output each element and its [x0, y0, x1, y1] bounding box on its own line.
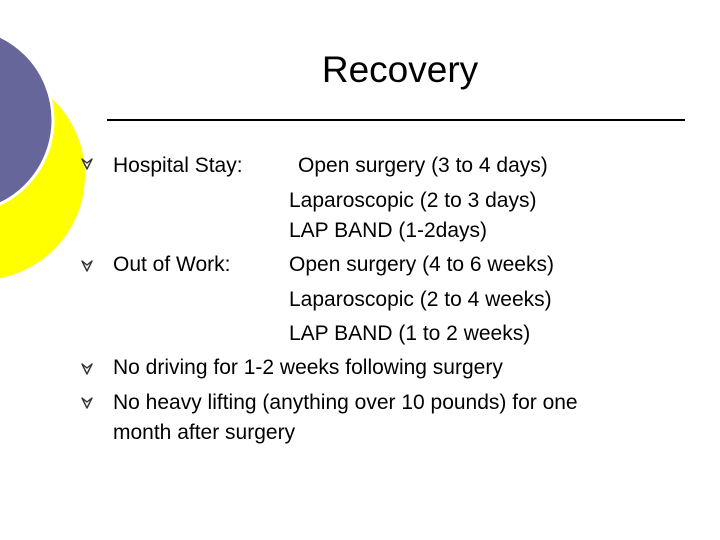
title-divider: [107, 119, 685, 121]
out-of-work-open: Open surgery (4 to 6 weeks): [289, 253, 554, 276]
hospital-stay-laparoscopic: Laparoscopic (2 to 3 days): [289, 189, 537, 212]
checkmark-arrow-bullet-icon: [80, 157, 94, 171]
checkmark-arrow-bullet-icon: [80, 396, 94, 410]
out-of-work-lap-band: LAP BAND (1 to 2 weeks): [289, 322, 531, 345]
hospital-stay-label: Hospital Stay:: [113, 154, 243, 177]
no-heavy-lifting-text: No heavy lifting (anything over 10 pounds) for one: [113, 391, 578, 414]
no-heavy-lifting-text-cont: month after surgery: [113, 421, 296, 444]
out-of-work-laparoscopic: Laparoscopic (2 to 4 weeks): [289, 288, 552, 311]
no-driving-text: No driving for 1-2 weeks following surgery: [113, 356, 503, 379]
checkmark-arrow-bullet-icon: [80, 362, 94, 376]
slide-title: Recovery: [321, 49, 479, 90]
checkmark-arrow-bullet-icon: [80, 259, 94, 273]
hospital-stay-lap-band: LAP BAND (1-2days): [289, 219, 488, 242]
hospital-stay-open: Open surgery (3 to 4 days): [298, 154, 548, 177]
out-of-work-label: Out of Work:: [113, 253, 231, 276]
decorative-circles: [0, 0, 120, 300]
